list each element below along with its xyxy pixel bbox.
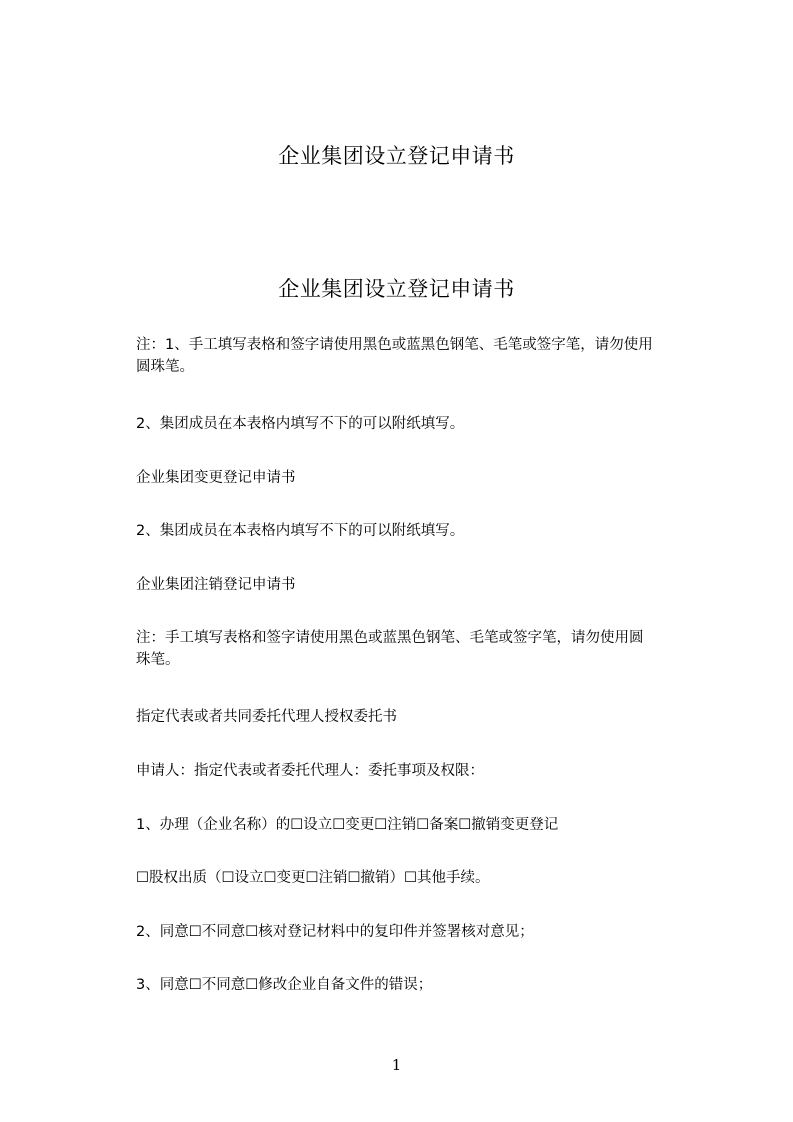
note-3-line-1: 2、集团成员在本表格内填写不下的可以附纸填写。 [136,523,465,539]
cancellation-heading-line: 企业集团注销登记申请书 [136,577,296,593]
item-1-continued [136,867,716,889]
applicant-line-text: 申请人：指定代表或者委托代理人：委托事项及权限： [136,763,484,779]
note-4-line-1: 注：手工填写表格和签字请使用黑色或蓝黑色钢笔、毛笔或签字笔，请勿使用圆 [136,630,644,646]
item-2-text: 2、同意☐不同意☐核对登记材料中的复印件并签署核对意见； [136,924,534,940]
item-3 [136,974,716,996]
authorization-heading-line: 指定代表或者共同委托代理人授权委托书 [136,709,397,725]
note-paragraph-3 [136,520,716,542]
note-1-line-1: 注：1、手工填写表格和签字请使用黑色或蓝黑色钢笔、毛笔或签字笔，请勿使用 [136,337,653,353]
item-1 [136,814,716,836]
item-1-text: 1、办理（企业名称）的☐设立☐变更☐注销☐备案☐撤销变更登记 [136,817,559,833]
note-paragraph-2 [136,413,716,435]
cancellation-registration-heading [136,574,716,596]
item-3-text: 3、同意☐不同意☐修改企业自备文件的错误； [136,977,433,993]
note-4-line-2: 珠笔。 [136,652,180,668]
item-1-continued-text: ☐股权出质（☐设立☐变更☐注销☐撤销）☐其他手续。 [136,870,490,886]
page-number: 1 [391,1056,402,1074]
cover-title: 企业集团设立登记申请书 [278,144,515,168]
authorization-heading [136,706,716,728]
note-2-line-1: 2、集团成员在本表格内填写不下的可以附纸填写。 [136,416,465,432]
item-2 [136,921,716,943]
note-paragraph-1 [136,334,716,378]
change-registration-heading [136,467,716,489]
main-title: 企业集团设立登记申请书 [278,277,515,301]
change-heading-line: 企业集团变更登记申请书 [136,470,296,486]
note-1-line-2: 圆珠笔。 [136,359,194,375]
applicant-line [136,760,716,782]
note-paragraph-4 [136,627,716,671]
